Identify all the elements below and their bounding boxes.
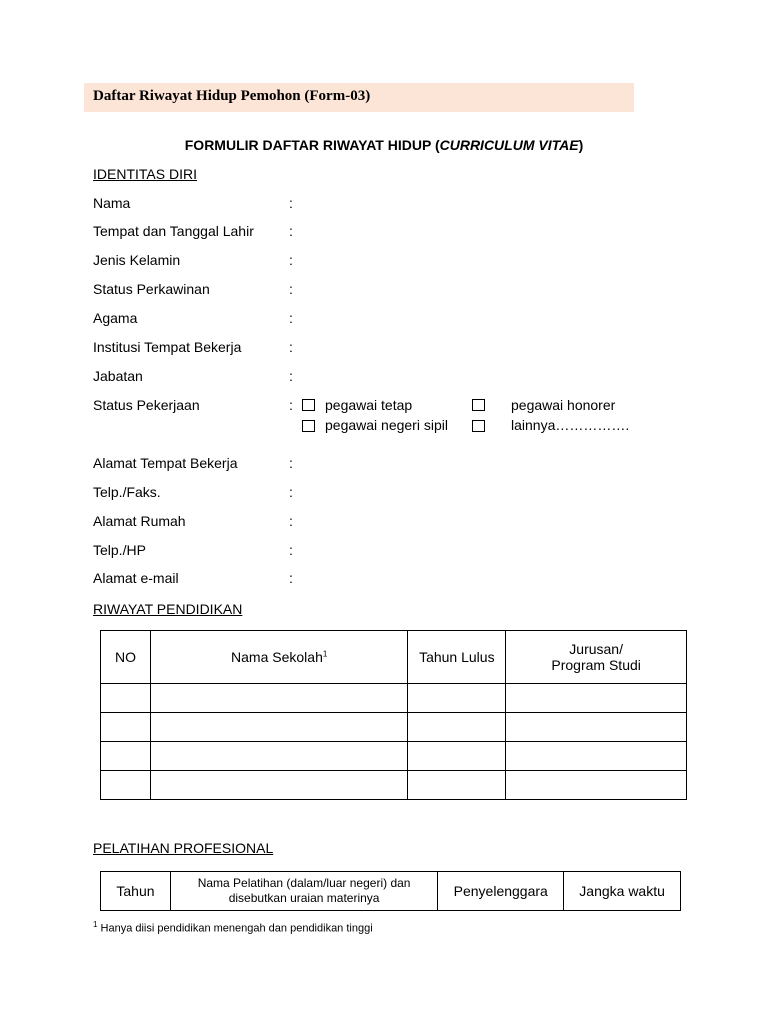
form-title: [0, 137, 768, 153]
option-pegawai-honorer: pegawai honorer: [511, 397, 616, 413]
col-jurusan-line1: Jurusan/: [569, 641, 623, 657]
table-row: [101, 713, 687, 742]
table-cell[interactable]: [150, 684, 408, 713]
table-cell[interactable]: [101, 771, 151, 800]
option-lainnya: lainnya…………….: [511, 417, 630, 433]
label-nama: Nama: [93, 195, 131, 211]
checkbox-lainnya[interactable]: [472, 420, 485, 432]
col-tahun: Tahun: [101, 872, 171, 911]
table-cell[interactable]: [101, 713, 151, 742]
option-pegawai-tetap: pegawai tetap: [325, 397, 413, 413]
colon-tempat-lahir: :: [289, 223, 293, 239]
checkbox-pegawai-tetap[interactable]: [302, 399, 315, 411]
col-tahun-lulus: Tahun Lulus: [408, 631, 506, 684]
label-telp-faks: Telp./Faks.: [93, 484, 161, 500]
table-row: [101, 771, 687, 800]
identitas-heading: IDENTITAS DIRI: [93, 166, 197, 182]
label-alamat-bekerja: Alamat Tempat Bekerja: [93, 455, 238, 471]
table-row: [101, 684, 687, 713]
label-telp-hp: Telp./HP: [93, 542, 146, 558]
colon-jabatan: :: [289, 368, 293, 384]
col-jangka-waktu: Jangka waktu: [564, 872, 681, 911]
table-cell[interactable]: [101, 742, 151, 771]
footnote-mark: 1: [93, 920, 98, 929]
label-email: Alamat e-mail: [93, 570, 179, 586]
pelatihan-header-row: [101, 872, 681, 911]
colon-jenis-kelamin: :: [289, 252, 293, 268]
col-nama-pelatihan-line1: Nama Pelatihan (dalam/luar negeri) dan: [197, 876, 411, 890]
colon-status-pekerjaan: :: [289, 397, 293, 413]
label-jenis-kelamin: Jenis Kelamin: [93, 252, 181, 268]
colon-email: :: [289, 570, 293, 586]
pelatihan-heading: PELATIHAN PROFESIONAL: [93, 840, 274, 856]
form-title-italic: CURRICULUM VITAE: [439, 137, 579, 153]
option-pegawai-negeri-sipil: pegawai negeri sipil: [325, 417, 448, 433]
table-cell[interactable]: [150, 771, 408, 800]
label-status-pekerjaan: Status Pekerjaan: [93, 397, 200, 413]
col-nama-pelatihan-line2: disebutkan uraian materinya: [228, 891, 380, 905]
table-cell[interactable]: [150, 713, 408, 742]
table-cell[interactable]: [408, 771, 506, 800]
table-cell[interactable]: [101, 684, 151, 713]
label-agama: Agama: [93, 310, 138, 326]
col-nama-sekolah: [150, 631, 408, 684]
col-nama-pelatihan: [170, 872, 437, 911]
col-jurusan-line2: Program Studi: [551, 657, 641, 673]
table-cell[interactable]: [408, 713, 506, 742]
col-no: NO: [101, 631, 151, 684]
table-cell[interactable]: [408, 684, 506, 713]
colon-institusi: :: [289, 339, 293, 355]
pendidikan-header-row: [101, 631, 687, 684]
table-cell[interactable]: [506, 684, 687, 713]
colon-telp-hp: :: [289, 542, 293, 558]
table-cell[interactable]: [506, 742, 687, 771]
pendidikan-heading: RIWAYAT PENDIDIKAN: [93, 601, 243, 617]
pendidikan-table: [100, 630, 687, 800]
checkbox-pegawai-negeri-sipil[interactable]: [302, 420, 315, 432]
table-cell[interactable]: [506, 713, 687, 742]
table-cell[interactable]: [408, 742, 506, 771]
colon-status-perkawinan: :: [289, 281, 293, 297]
table-cell[interactable]: [150, 742, 408, 771]
table-cell[interactable]: [506, 771, 687, 800]
form-title-main: FORMULIR DAFTAR RIWAYAT HIDUP (: [184, 137, 440, 153]
colon-telp-faks: :: [289, 484, 293, 500]
label-tempat-lahir: Tempat dan Tanggal Lahir: [93, 223, 254, 239]
footnote: [93, 920, 373, 935]
colon-nama: :: [289, 195, 293, 211]
col-nama-sekolah-label: Nama Sekolah: [231, 649, 323, 665]
label-status-perkawinan: Status Perkawinan: [93, 281, 210, 297]
colon-alamat-bekerja: :: [289, 455, 293, 471]
checkbox-pegawai-honorer[interactable]: [472, 399, 485, 411]
form-title-close: ): [578, 137, 584, 153]
col-penyelenggara: Penyelenggara: [438, 872, 564, 911]
table-row: [101, 742, 687, 771]
footnote-text: Hanya diisi pendidikan menengah dan pendidikan tinggi: [97, 922, 373, 935]
pelatihan-table: [100, 871, 681, 911]
colon-alamat-rumah: :: [289, 513, 293, 529]
col-jurusan: [506, 631, 687, 684]
label-jabatan: Jabatan: [93, 368, 143, 384]
label-alamat-rumah: Alamat Rumah: [93, 513, 186, 529]
form-code-header: Daftar Riwayat Hidup Pemohon (Form-03): [93, 88, 371, 104]
label-institusi: Institusi Tempat Bekerja: [93, 339, 242, 355]
colon-agama: :: [289, 310, 293, 326]
footnote-ref: 1: [322, 649, 328, 659]
